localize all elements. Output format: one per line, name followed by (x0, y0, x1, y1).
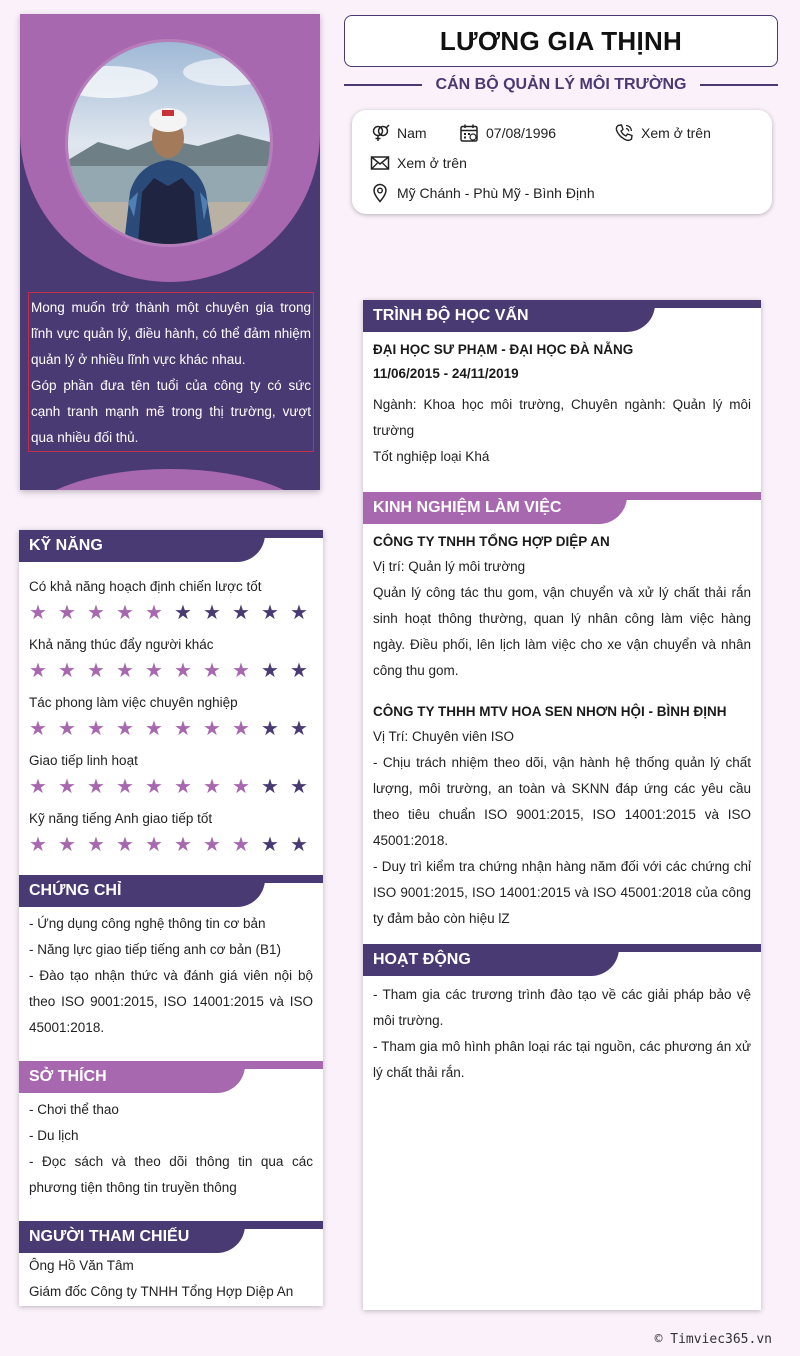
education-body (363, 332, 761, 470)
star-filled-icon: ★ (145, 602, 163, 624)
star-filled-icon: ★ (29, 602, 47, 624)
career-objective (28, 292, 314, 452)
phone-icon (614, 123, 634, 143)
skill-item (29, 693, 313, 739)
education-period: 11/06/2015 - 24/11/2019 (373, 366, 519, 381)
calendar-icon (459, 123, 479, 143)
skill-item (29, 635, 313, 681)
star-filled-icon: ★ (87, 834, 105, 856)
star-filled-icon: ★ (58, 602, 76, 624)
star-filled-icon: ★ (145, 834, 163, 856)
contact-gender (370, 122, 427, 144)
star-filled-icon: ★ (203, 834, 221, 856)
star-filled-icon: ★ (87, 602, 105, 624)
star-filled-icon: ★ (203, 718, 221, 740)
star-filled-icon: ★ (116, 718, 134, 740)
skill-name: Kỹ năng tiếng Anh giao tiếp tốt (29, 811, 213, 826)
left-column-panel (19, 530, 323, 1306)
job-title-row (344, 72, 778, 98)
skill-item (29, 751, 313, 797)
activities-header (363, 944, 761, 976)
star-empty-icon: ★ (261, 602, 279, 624)
star-filled-icon: ★ (232, 776, 250, 798)
star-filled-icon: ★ (58, 660, 76, 682)
job-title-line-right (700, 84, 778, 86)
job-company: CÔNG TY THHH MTV HOA SEN NHƠN HỘI - BÌNH ĐỊNH (373, 704, 727, 719)
profile-card (20, 14, 320, 490)
star-filled-icon: ★ (87, 718, 105, 740)
contact-dob (459, 122, 556, 144)
skills-list (19, 562, 323, 855)
contact-address (370, 182, 595, 204)
star-empty-icon: ★ (261, 718, 279, 740)
education-grade: Tốt nghiệp loại Khá (373, 449, 490, 464)
star-filled-icon: ★ (145, 776, 163, 798)
star-filled-icon: ★ (29, 834, 47, 856)
skill-name: Tác phong làm việc chuyên nghiệp (29, 695, 238, 710)
reference-item: Giám đốc Công ty TNHH Tổng Hợp Diệp An (29, 1284, 294, 1299)
hobbies-list (19, 1093, 323, 1201)
education-major: Ngành: Khoa học môi trường, Chuyên ngành: Quản lý môi trường (373, 397, 751, 438)
star-filled-icon: ★ (116, 776, 134, 798)
education-title: TRÌNH ĐỘ HỌC VẤN (363, 300, 655, 332)
star-filled-icon: ★ (29, 660, 47, 682)
skill-item (29, 809, 313, 855)
education-header (363, 300, 761, 332)
email-icon (370, 153, 390, 173)
skill-name: Giao tiếp linh hoạt (29, 753, 138, 768)
activity-item: - Tham gia mô hình phân loại rác tại nguồn, các phương án xử lý chất thải rắn. (373, 1039, 751, 1080)
references-title: NGƯỜI THAM CHIẾU (19, 1221, 245, 1253)
hobby-item: - Đọc sách và theo dõi thông tin qua các phương tiện thông tin truyền thông (29, 1154, 313, 1195)
email-value: Xem ở trên (397, 155, 467, 171)
experience-body (363, 524, 761, 932)
certificates-header (19, 875, 323, 907)
star-filled-icon: ★ (174, 834, 192, 856)
star-filled-icon: ★ (145, 718, 163, 740)
hobbies-header (19, 1061, 323, 1093)
star-filled-icon: ★ (145, 660, 163, 682)
skills-header (19, 530, 323, 562)
star-empty-icon: ★ (290, 834, 308, 856)
objective-paragraph-1: Mong muốn trở thành một chuyên gia trong lĩnh vực quản lý, điều hành, có thể đảm nhiệm quản lý ở nhiều lĩnh vực khác nhau. (31, 300, 311, 367)
skill-rating (28, 719, 313, 739)
star-empty-icon: ★ (232, 602, 250, 624)
avatar (68, 42, 270, 244)
star-filled-icon: ★ (174, 718, 192, 740)
star-empty-icon: ★ (290, 602, 308, 624)
activities-list (363, 976, 761, 1086)
job-company: CÔNG TY TNHH TỔNG HỢP DIỆP AN (373, 534, 610, 549)
skill-name: Có khả năng hoạch định chiến lược tốt (29, 579, 262, 594)
star-filled-icon: ★ (58, 776, 76, 798)
star-filled-icon: ★ (232, 718, 250, 740)
hobby-item: - Du lịch (29, 1128, 79, 1143)
star-filled-icon: ★ (116, 602, 134, 624)
hobbies-title: SỞ THÍCH (19, 1061, 245, 1093)
job-position: Vị trí: Quản lý môi trường (373, 559, 526, 574)
job-description: - Chịu trách nhiệm theo dõi, vận hành hệ thống quản lý chất lượng, môi trường, an toàn và SKNN đáp ứng các yêu cầu theo tiêu chuẩn ISO 9001:2015, ISO 14001:2015 và ISO 45001:2018. (373, 755, 751, 848)
skill-name: Khả năng thúc đẩy người khác (29, 637, 214, 652)
job-description: - Duy trì kiểm tra chứng nhận hàng năm đối với các chứng chỉ ISO 9001:2015, ISO 14001:2015 và ISO 45001:2018 của công ty đảm bảo còn hiệu lZ (373, 859, 751, 926)
star-empty-icon: ★ (261, 660, 279, 682)
star-filled-icon: ★ (58, 834, 76, 856)
reference-item: Ông Hồ Văn Tâm (29, 1258, 134, 1273)
activity-item: - Tham gia các trương trình đào tạo về các giải pháp bảo vệ môi trường. (373, 987, 751, 1028)
gender-icon (370, 123, 390, 143)
star-filled-icon: ★ (116, 834, 134, 856)
certificate-item: - Ứng dụng công nghệ thông tin cơ bản (29, 916, 266, 931)
star-filled-icon: ★ (87, 660, 105, 682)
star-empty-icon: ★ (203, 602, 221, 624)
star-filled-icon: ★ (232, 660, 250, 682)
star-empty-icon: ★ (174, 602, 192, 624)
certificate-item: - Đào tạo nhận thức và đánh giá viên nội bộ theo ISO 9001:2015, ISO 14001:2015 và ISO 45001:2018. (29, 968, 313, 1035)
star-filled-icon: ★ (29, 776, 47, 798)
certificate-item: - Năng lực giao tiếp tiếng anh cơ bản (B1) (29, 942, 282, 957)
skills-title: KỸ NĂNG (19, 530, 265, 562)
star-empty-icon: ★ (261, 776, 279, 798)
star-empty-icon: ★ (290, 718, 308, 740)
experience-title: KINH NGHIỆM LÀM VIỆC (363, 492, 627, 524)
address-value: Mỹ Chánh - Phù Mỹ - Bình Định (397, 185, 595, 201)
phone-value: Xem ở trên (641, 125, 711, 141)
job-description: Quản lý công tác thu gom, vận chuyển và xử lý chất thải rắn sinh hoạt thông thường, quan lý nhân công làm việc hàng ngày. Điều phối, lên lịch làm việc cho xe vận chuyển và nhân công thu gom. (373, 585, 751, 678)
right-column-panel (363, 300, 761, 1310)
star-filled-icon: ★ (203, 660, 221, 682)
location-pin-icon (370, 183, 390, 203)
job-position: Vị Trí: Chuyên viên ISO (373, 729, 515, 744)
dob-value: 07/08/1996 (486, 125, 557, 141)
references-list (19, 1253, 323, 1305)
contact-email (370, 152, 467, 174)
skill-rating (28, 603, 313, 623)
star-empty-icon: ★ (290, 776, 308, 798)
hobby-item: - Chơi thể thao (29, 1102, 119, 1117)
star-filled-icon: ★ (58, 718, 76, 740)
star-filled-icon: ★ (174, 660, 192, 682)
job-title-line-left (344, 84, 422, 86)
skill-item (29, 577, 313, 623)
star-empty-icon: ★ (290, 660, 308, 682)
activities-title: HOẠT ĐỘNG (363, 944, 619, 976)
candidate-name: LƯƠNG GIA THỊNH (344, 15, 778, 67)
contact-phone (614, 122, 711, 144)
star-filled-icon: ★ (29, 718, 47, 740)
avatar-photo (68, 42, 270, 244)
star-filled-icon: ★ (203, 776, 221, 798)
experience-header (363, 492, 761, 524)
contact-box (352, 110, 772, 214)
skill-rating (28, 777, 313, 797)
certificates-title: CHỨNG CHỈ (19, 875, 265, 907)
skill-rating (28, 835, 313, 855)
star-filled-icon: ★ (87, 776, 105, 798)
education-school: ĐẠI HỌC SƯ PHẠM - ĐẠI HỌC ĐÀ NẴNG (373, 342, 634, 357)
star-filled-icon: ★ (232, 834, 250, 856)
star-filled-icon: ★ (116, 660, 134, 682)
objective-paragraph-2: Góp phần đưa tên tuổi của công ty có sức cạnh tranh mạnh mẽ trong thị trường, vượt qua nhiều đối thủ. (31, 378, 311, 445)
profile-bottom-arc (20, 469, 320, 490)
certificates-list (19, 907, 323, 1041)
job-title: CÁN BỘ QUẢN LÝ MÔI TRƯỜNG (435, 76, 687, 93)
star-empty-icon: ★ (261, 834, 279, 856)
gender-value: Nam (397, 125, 427, 141)
references-header (19, 1221, 323, 1253)
star-filled-icon: ★ (174, 776, 192, 798)
skill-rating (28, 661, 313, 681)
footer-copyright: © Timviec365.vn (654, 1332, 772, 1347)
